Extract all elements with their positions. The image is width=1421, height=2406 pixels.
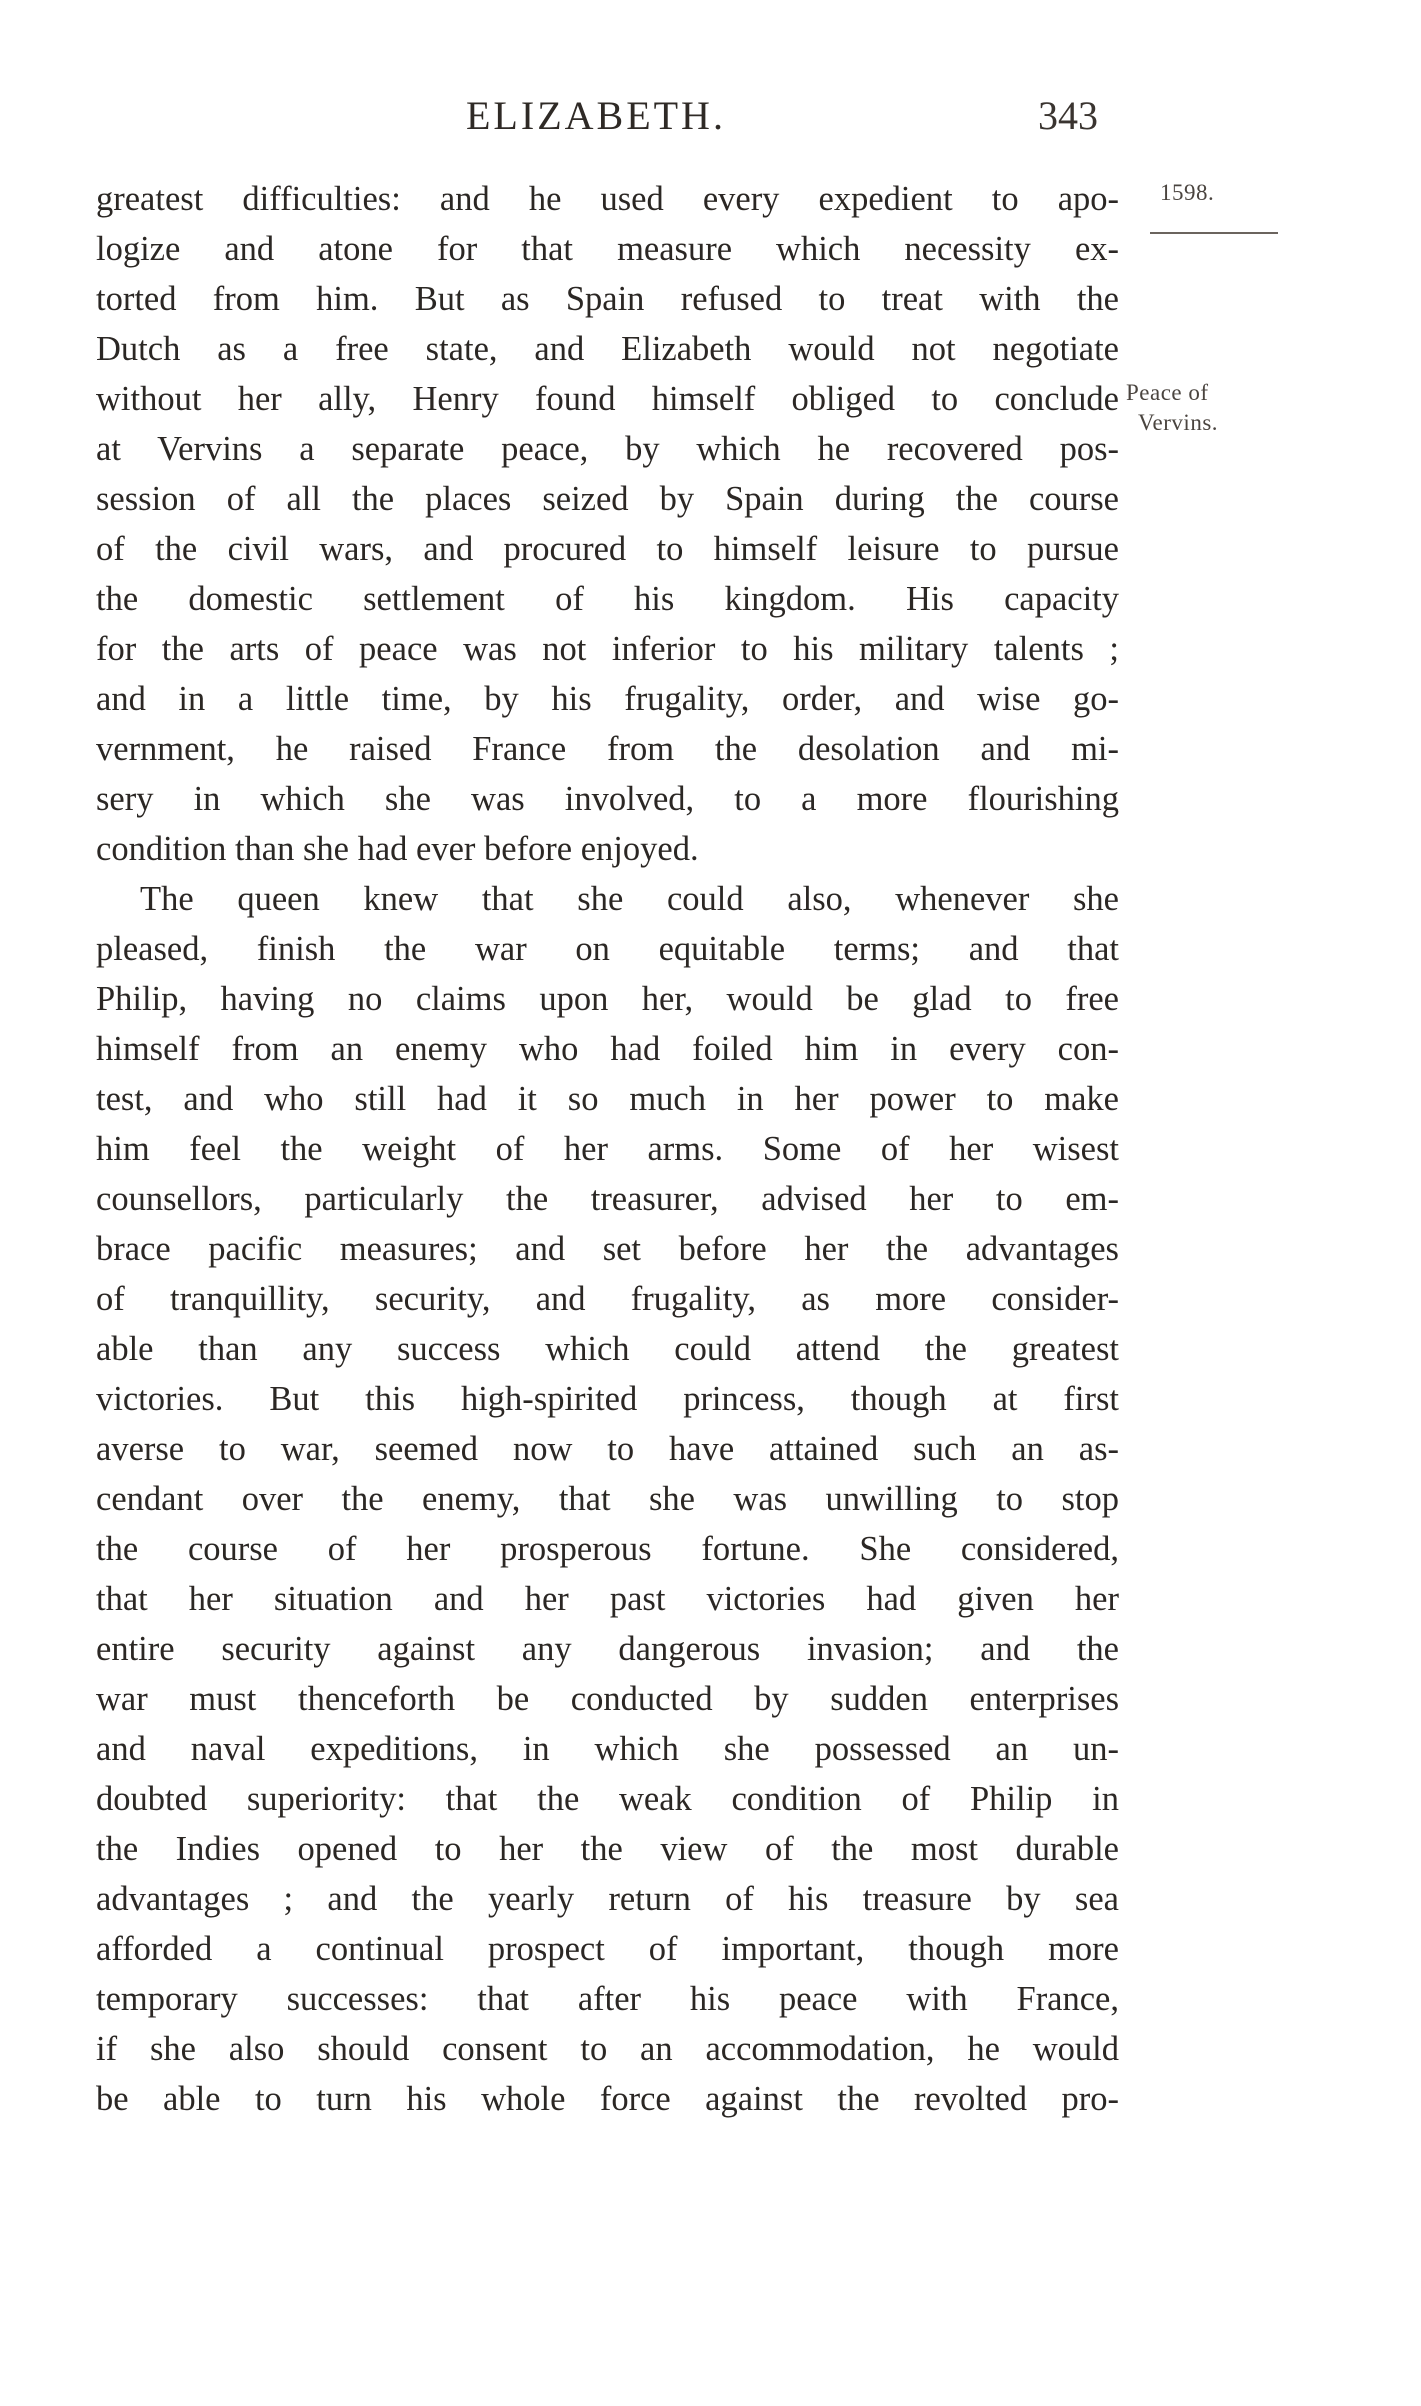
text-line: without her ally, Henry found himself obliged to conclude [96,380,1119,418]
text-line: torted from him. But as Spain refused to treat with the [96,280,1119,318]
running-head [0,92,1421,142]
page-number: 343 [1038,93,1098,138]
text-line: session of all the places seized by Spain during the course [96,480,1119,518]
text-line: sery in which she was involved, to a more flourishing [96,780,1119,818]
paragraph-start-line: The queen knew that she could also, whenever she [140,880,1119,918]
text-line: counsellors, particularly the treasurer, advised her to em- [96,1180,1119,1218]
text-line: afforded a continual prospect of important, though more [96,1930,1119,1968]
text-line: brace pacific measures; and set before her the advantages [96,1230,1119,1268]
text-line: able than any success which could attend the greatest [96,1330,1119,1368]
margin-note-peace-of-vervins [1126,378,1218,438]
text-line: for the arts of peace was not inferior to his military talents ; [96,630,1119,668]
margin-year: 1598. [1160,180,1215,205]
text-line: advantages ; and the yearly return of his treasure by sea [96,1880,1119,1918]
text-line: war must thenceforth be conducted by sudden enterprises [96,1680,1119,1718]
text-line: him feel the weight of her arms. Some of her wisest [96,1130,1119,1168]
text-line: doubted superiority: that the weak condition of Philip in [96,1780,1119,1818]
text-line: of the civil wars, and procured to himself leisure to pursue [96,530,1119,568]
text-line: entire security against any dangerous invasion; and the [96,1630,1119,1668]
text-line: Philip, having no claims upon her, would be glad to free [96,980,1119,1018]
text-line: at Vervins a separate peace, by which he recovered pos- [96,430,1119,468]
text-line: greatest difficulties: and he used every expedient to apo- [96,180,1119,218]
text-line: the domestic settlement of his kingdom. His capacity [96,580,1119,618]
text-line: averse to war, seemed now to have attained such an as- [96,1430,1119,1468]
text-line: that her situation and her past victories had given her [96,1580,1119,1618]
text-line: cendant over the enemy, that she was unwilling to stop [96,1480,1119,1518]
text-line: and in a little time, by his frugality, order, and wise go- [96,680,1119,718]
text-line: himself from an enemy who had foiled him in every con- [96,1030,1119,1068]
text-line: the course of her prosperous fortune. She considered, [96,1530,1119,1568]
text-line: and naval expeditions, in which she possessed an un- [96,1730,1119,1768]
body-text [96,174,1119,2124]
text-line: Dutch as a free state, and Elizabeth would not negotiate [96,330,1119,368]
text-line: logize and atone for that measure which necessity ex- [96,230,1119,268]
text-line: vernment, he raised France from the desolation and mi- [96,730,1119,768]
text-line: temporary successes: that after his peace with France, [96,1980,1119,2018]
text-line: victories. But this high-spirited princess, though at first [96,1380,1119,1418]
margin-note-line: Vervins. [1138,410,1219,435]
text-line: be able to turn his whole force against the revolted pro- [96,2080,1119,2118]
text-line: of tranquillity, security, and frugality, as more consider- [96,1280,1119,1318]
text-line: test, and who still had it so much in her power to make [96,1080,1119,1118]
text-line: the Indies opened to her the view of the most durable [96,1830,1119,1868]
running-title: ELIZABETH. [466,93,726,138]
paragraph-end-line: condition than she had ever before enjoyed. [96,830,699,868]
margin-rule [1150,232,1278,234]
text-line: if she also should consent to an accommodation, he would [96,2030,1119,2068]
text-line: pleased, finish the war on equitable terms; and that [96,930,1119,968]
margin-note-line: Peace of [1126,380,1209,405]
